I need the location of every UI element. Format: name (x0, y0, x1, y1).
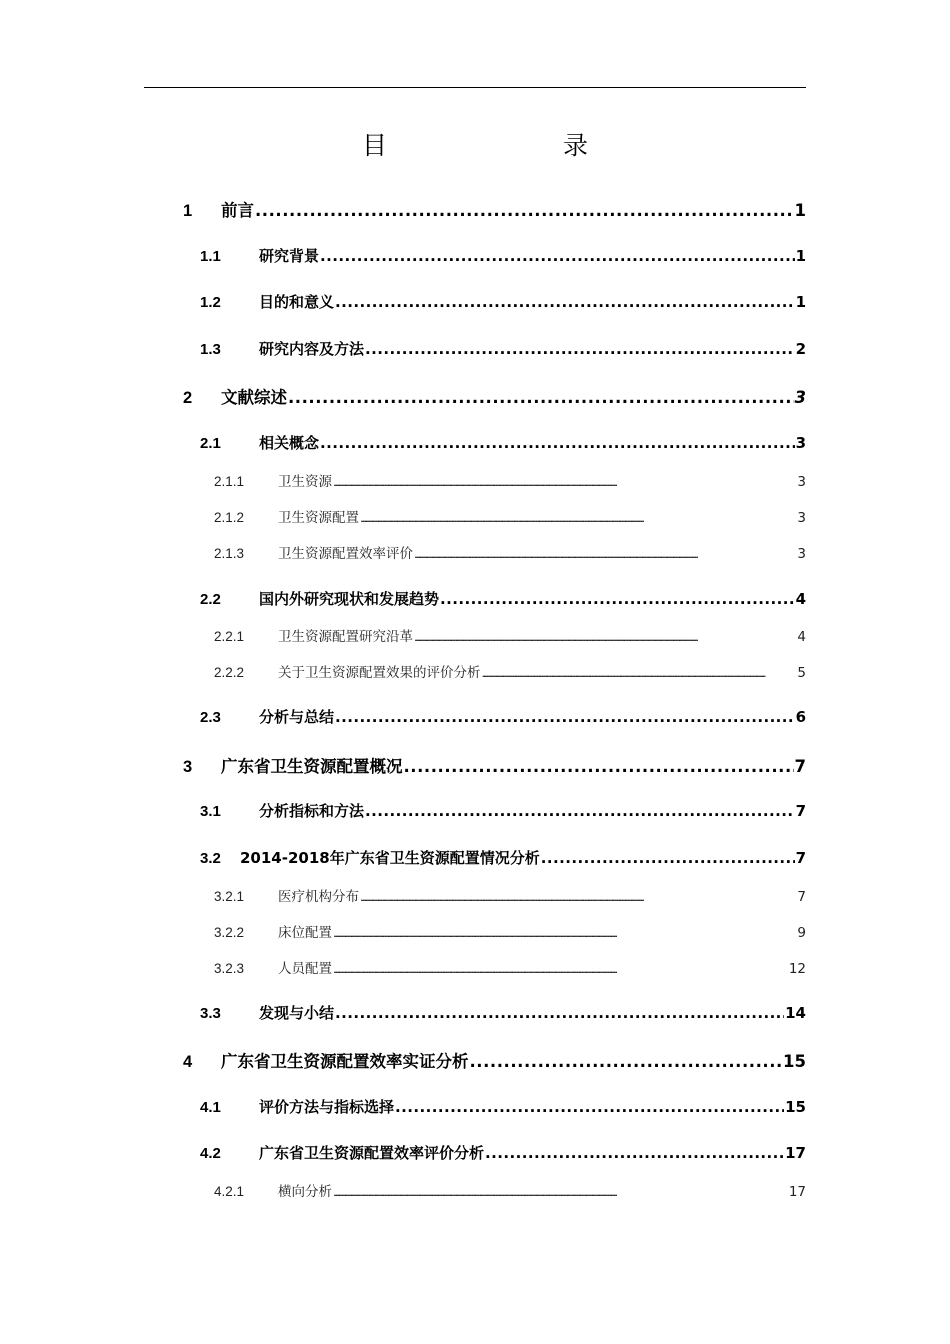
toc-entry-page: 6 (795, 708, 806, 726)
toc-entry-number: 2.1.3 (214, 546, 245, 561)
toc-entry-page: 3 (797, 546, 806, 562)
toc-dot-leader (541, 849, 795, 867)
toc-entry[interactable] (200, 245, 806, 266)
toc-entry-page: 4 (797, 629, 806, 645)
toc-entry-page: 17 (788, 1184, 806, 1200)
toc-entry[interactable] (200, 706, 806, 727)
toc-entry-number: 2.1.2 (214, 510, 245, 525)
toc-entry-number: 3.3 (200, 1005, 221, 1022)
toc-entry-page: 14 (785, 1004, 806, 1022)
toc-entry-label: 卫生资源配置 (278, 510, 359, 526)
toc-entry-page: 3 (797, 474, 806, 490)
toc-entry-label: 分析指标和方法 (259, 802, 365, 820)
toc-entry[interactable] (200, 847, 806, 868)
toc-entry-label: 关于卫生资源配置效果的评价分析 (278, 665, 481, 681)
toc-title: 目 录 (361, 131, 630, 160)
toc-entry[interactable] (214, 542, 806, 562)
toc-entry-page: 1 (795, 247, 806, 265)
toc-entry-number: 1.2 (200, 294, 221, 311)
toc-dot-leader (255, 201, 794, 220)
toc-dot-leader (333, 961, 788, 977)
toc-entry-number: 3.2.3 (214, 961, 245, 976)
toc-entry[interactable] (200, 338, 806, 359)
toc-entry-label: 评价方法与指标选择 (259, 1098, 395, 1116)
toc-entry-number: 3.2.2 (214, 925, 245, 940)
toc-entry-page: 5 (797, 665, 806, 681)
toc-entry-number: 3 (183, 758, 193, 776)
toc-entry-page: 17 (785, 1144, 806, 1162)
toc-entry-number: 2.2.1 (214, 629, 245, 644)
toc-entry-label: 相关概念 (259, 434, 320, 452)
toc-entry[interactable] (200, 1002, 806, 1023)
toc-entry[interactable] (183, 197, 806, 221)
toc-dot-leader (360, 510, 796, 526)
toc-entry-number: 1 (183, 202, 193, 220)
toc-entry[interactable] (200, 588, 806, 609)
toc-entry-number: 2.2 (200, 591, 221, 608)
toc-entry-page: 7 (797, 889, 806, 905)
toc-entry[interactable] (214, 957, 806, 977)
toc-entry-number: 1.3 (200, 341, 221, 358)
toc-entry-label: 广东省卫生资源配置效率评价分析 (259, 1144, 485, 1162)
toc-entry-label: 研究背景 (259, 247, 320, 265)
toc-dot-leader (333, 474, 796, 490)
toc-entry-label: 文献综述 (221, 388, 287, 407)
toc-entry-number: 4.1 (200, 1099, 221, 1116)
toc-entry[interactable] (183, 753, 806, 777)
toc-entry-label: 研究内容及方法 (259, 340, 365, 358)
toc-entry-label: 医疗机构分布 (278, 889, 359, 905)
toc-dot-leader (404, 757, 794, 776)
toc-entry[interactable] (214, 470, 806, 490)
toc-dot-leader (320, 434, 795, 452)
toc-entry[interactable] (200, 1096, 806, 1117)
toc-entry[interactable] (200, 800, 806, 821)
toc-entry[interactable] (214, 625, 806, 645)
toc-entry-page: 1 (795, 293, 806, 311)
header-rule (144, 87, 806, 88)
toc-entry-number: 4 (183, 1053, 193, 1071)
toc-entry-label: 2014-2018年广东省卫生资源配置情况分析 (240, 849, 540, 867)
toc-entry-label: 国内外研究现状和发展趋势 (259, 590, 440, 608)
toc-entry-page: 15 (785, 1098, 806, 1116)
toc-entry-label: 发现与小结 (259, 1004, 335, 1022)
toc-entry-page: 4 (795, 590, 806, 608)
toc-entry-label: 横向分析 (278, 1184, 332, 1200)
toc-dot-leader (320, 247, 795, 265)
toc-dot-leader (414, 629, 796, 645)
toc-entry-page: 3 (794, 388, 806, 407)
toc-entry-page: 2 (795, 340, 806, 358)
toc-entry-number: 3.2 (200, 850, 221, 867)
toc-entry-label: 卫生资源配置研究沿革 (278, 629, 413, 645)
toc-dot-leader (440, 590, 795, 608)
toc-dot-leader (485, 1144, 784, 1162)
toc-entry[interactable] (200, 1142, 806, 1163)
toc-entry-number: 3.1 (200, 803, 221, 820)
toc-entry[interactable] (200, 291, 806, 312)
toc-dot-leader (365, 802, 795, 820)
toc-entry-label: 人员配置 (278, 961, 332, 977)
toc-entry[interactable] (183, 1048, 806, 1072)
toc-entry[interactable] (214, 885, 806, 905)
toc-entry-page: 9 (797, 925, 806, 941)
toc-entry-label: 目的和意义 (259, 293, 335, 311)
toc-entry[interactable] (214, 921, 806, 941)
toc-entry[interactable] (214, 1180, 806, 1200)
toc-entry-label: 卫生资源配置效率评价 (278, 546, 413, 562)
toc-entry-number: 4.2.1 (214, 1184, 245, 1199)
toc-entry-number: 3.2.1 (214, 889, 245, 904)
toc-entry-number: 1.1 (200, 248, 221, 265)
toc-dot-leader (333, 1184, 788, 1200)
toc-entry-page: 3 (797, 510, 806, 526)
toc-dot-leader (335, 1004, 784, 1022)
toc-dot-leader (395, 1098, 784, 1116)
toc-dot-leader (333, 925, 796, 941)
toc-dot-leader (365, 340, 795, 358)
toc-dot-leader (360, 889, 796, 905)
toc-entry-number: 2 (183, 389, 193, 407)
toc-entry-number: 4.2 (200, 1145, 221, 1162)
toc-entry-number: 2.3 (200, 709, 221, 726)
toc-entry-label: 前言 (221, 201, 254, 220)
toc-entry-label: 广东省卫生资源配置概况 (221, 757, 403, 776)
toc-entry-page: 3 (795, 434, 806, 452)
toc-entry-page: 1 (794, 201, 806, 220)
toc-entry[interactable] (183, 384, 806, 408)
toc-entry[interactable] (214, 661, 806, 681)
toc-entry-number: 2.1.1 (214, 474, 245, 489)
toc-entry[interactable] (200, 432, 806, 453)
toc-entry-page: 7 (795, 849, 806, 867)
toc-entry-number: 2.2.2 (214, 665, 245, 680)
toc-entry-label: 床位配置 (278, 925, 332, 941)
toc-entry-label: 卫生资源 (278, 474, 332, 490)
toc-entry-label: 分析与总结 (259, 708, 335, 726)
toc-entry-page: 7 (795, 802, 806, 820)
toc-dot-leader (288, 388, 794, 407)
toc-entry-page: 15 (783, 1052, 806, 1071)
toc-entry-label: 广东省卫生资源配置效率实证分析 (221, 1052, 469, 1071)
toc-dot-leader (414, 546, 796, 562)
toc-entry-page: 7 (794, 757, 806, 776)
toc-dot-leader (335, 293, 795, 311)
toc-dot-leader (470, 1052, 783, 1071)
toc-entry-number: 2.1 (200, 435, 221, 452)
toc-dot-leader (335, 708, 795, 726)
toc-dot-leader (482, 665, 797, 681)
toc-entry-page: 12 (788, 961, 806, 977)
toc-entry[interactable] (214, 506, 806, 526)
